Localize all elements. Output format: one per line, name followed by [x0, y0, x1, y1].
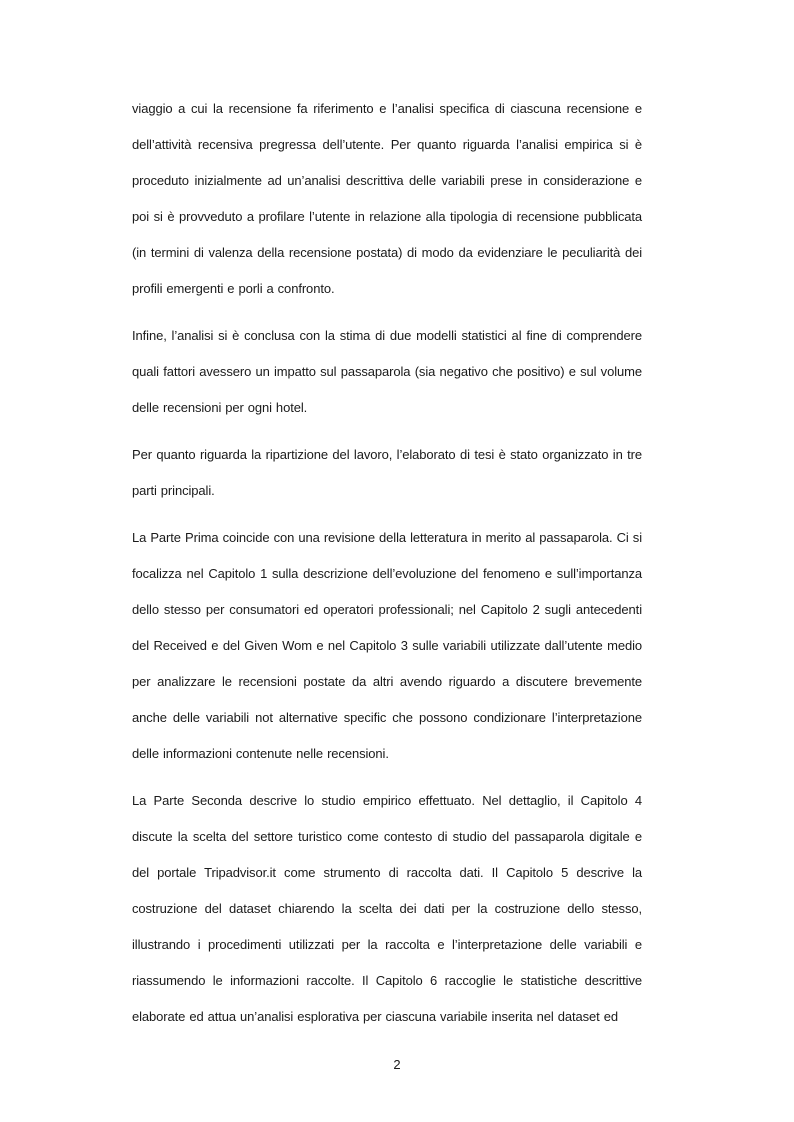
body-text — [132, 91, 642, 1035]
page-number: 2 — [393, 1057, 401, 1072]
paragraph-3: Per quanto riguarda la ripartizione del lavoro, l’elaborato di tesi è stato organizzato in tre parti principali. — [132, 447, 642, 498]
paragraph-5: La Parte Seconda descrive lo studio empirico effettuato. Nel dettaglio, il Capitolo 4 discute la scelta del settore turistico come contesto di studio del passaparola digitale e del portale Tripadvisor.it come strumento di raccolta dati. Il Capitolo 5 descrive la costruzione del dataset chiarendo la scelta dei dati per la costruzione dello stesso, illustrando i procedimenti utilizzati per la raccolta e l’interpretazione delle variabili e riassumendo le informazioni raccolte. Il Capitolo 6 raccoglie le statistiche descrittive elaborate ed attua un’analisi esplorativa per ciascuna variabile inserita nel dataset ed — [132, 793, 642, 1024]
paragraph-4: La Parte Prima coincide con una revisione della letteratura in merito al passaparola. Ci si focalizza nel Capitolo 1 sulla descrizione dell’evoluzione del fenomeno e sull’importanza dello stesso per consumatori ed operatori professionali; nel Capitolo 2 sugli antecedenti del Received e del Given Wom e nel Capitolo 3 sulle variabili utilizzate dall’utente medio per analizzare le recensioni postate da altri avendo riguardo a discutere brevemente anche delle variabili not alternative specific che possono condizionare l’interpretazione delle informazioni contenute nelle recensioni. — [132, 530, 642, 761]
paragraph-2: Infine, l’analisi si è conclusa con la stima di due modelli statistici al fine di comprendere quali fattori avessero un impatto sul passaparola (sia negativo che positivo) e sul volume delle recensioni per ogni hotel. — [132, 328, 642, 415]
paragraph-1: viaggio a cui la recensione fa riferimento e l’analisi specifica di ciascuna recensione e dell’attività recensiva pregressa dell’utente. Per quanto riguarda l’analisi empirica si è proceduto inizialmente ad un’analisi descrittiva delle variabili prese in considerazione e poi si è provveduto a profilare l’utente in relazione alla tipologia di recensione pubblicata (in termini di valenza della recensione postata) di modo da evidenziare le peculiarità dei profili emergenti e porli a confronto. — [132, 101, 642, 296]
